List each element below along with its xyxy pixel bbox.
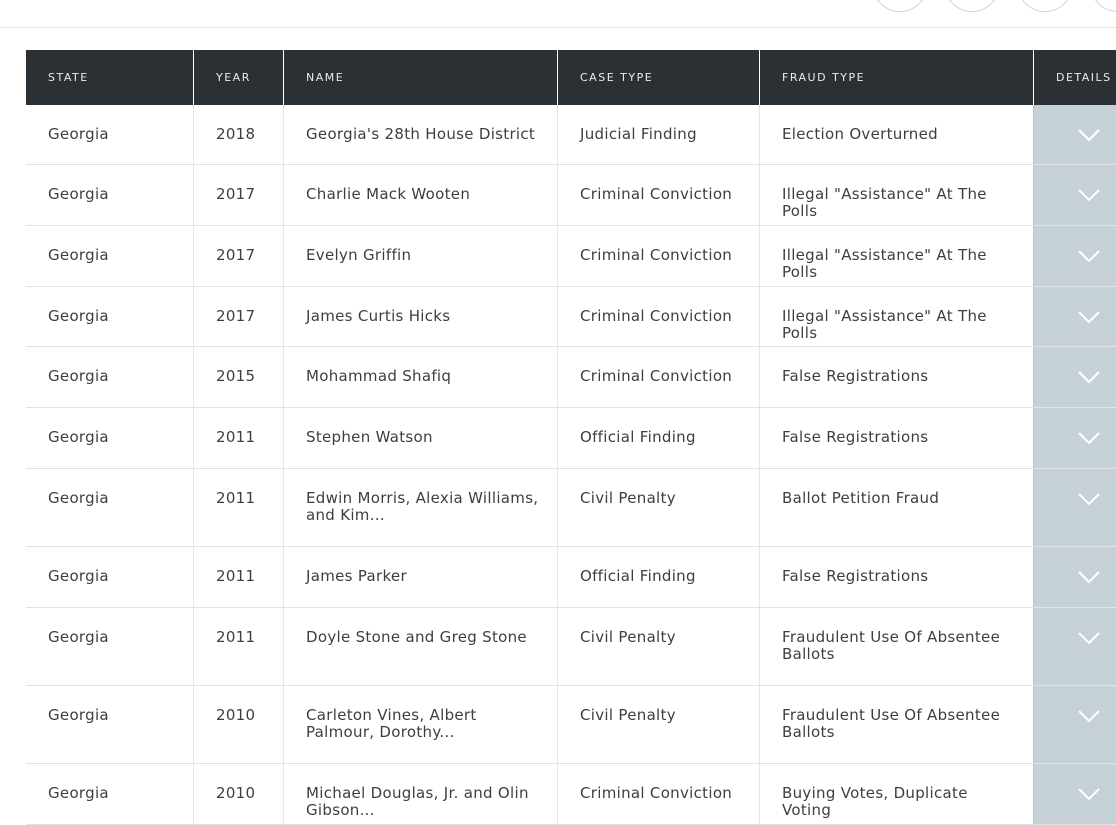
cell-year: 2011 xyxy=(193,608,283,685)
table-row[interactable] xyxy=(26,347,1116,408)
cell-name: Carleton Vines, Albert Palmour, Dorothy... xyxy=(283,686,557,763)
chevron-down-icon[interactable] xyxy=(1078,709,1100,723)
cell-year: 2010 xyxy=(193,686,283,763)
cell-name: Doyle Stone and Greg Stone xyxy=(283,608,557,685)
header-details: DETAILS xyxy=(1033,50,1116,105)
header-fraud-type[interactable]: FRAUD TYPE xyxy=(759,50,1033,105)
cell-state: Georgia xyxy=(48,567,109,585)
details-toggle[interactable] xyxy=(1033,469,1116,546)
cell-fraud-type: Fraudulent Use Of Absentee Ballots xyxy=(759,608,1033,685)
cell-fraud-type: Fraudulent Use Of Absentee Ballots xyxy=(759,686,1033,763)
chevron-down-icon[interactable] xyxy=(1078,631,1100,645)
cell-fraud-type: Ballot Petition Fraud xyxy=(759,469,1033,546)
cell-fraud-type: Buying Votes, Duplicate Voting xyxy=(759,764,1033,824)
details-toggle[interactable] xyxy=(1033,226,1116,286)
cell-year: 2018 xyxy=(193,105,283,164)
cell-state: Georgia xyxy=(48,246,109,264)
chevron-down-icon[interactable] xyxy=(1078,787,1100,801)
cell-case-type: Civil Penalty xyxy=(557,608,759,685)
cell-name: Evelyn Griffin xyxy=(283,226,557,286)
cell-fraud-type: Illegal "Assistance" At The Polls xyxy=(759,226,1033,286)
cell-name: James Parker xyxy=(283,547,557,607)
table-row[interactable] xyxy=(26,686,1116,764)
table-row[interactable] xyxy=(26,764,1116,825)
cell-year: 2017 xyxy=(193,165,283,225)
cell-year: 2011 xyxy=(193,469,283,546)
cell-case-type: Criminal Conviction xyxy=(557,287,759,346)
chevron-down-icon[interactable] xyxy=(1078,128,1100,142)
header-name[interactable]: NAME xyxy=(283,50,557,105)
details-toggle[interactable] xyxy=(1033,287,1116,346)
cell-case-type: Criminal Conviction xyxy=(557,165,759,225)
details-toggle[interactable] xyxy=(1033,608,1116,685)
details-toggle[interactable] xyxy=(1033,347,1116,407)
cell-state: Georgia xyxy=(48,706,109,724)
table-body xyxy=(26,105,1116,825)
chevron-down-icon[interactable] xyxy=(1078,431,1100,445)
cell-year: 2017 xyxy=(193,226,283,286)
cell-state: Georgia xyxy=(48,784,109,802)
table-row[interactable] xyxy=(26,287,1116,347)
table-row[interactable] xyxy=(26,408,1116,469)
cell-name: Edwin Morris, Alexia Williams, and Kim... xyxy=(283,469,557,546)
table-row[interactable] xyxy=(26,547,1116,608)
cell-state: Georgia xyxy=(48,628,109,646)
details-toggle[interactable] xyxy=(1033,764,1116,824)
cell-state: Georgia xyxy=(48,367,109,385)
chevron-down-icon[interactable] xyxy=(1078,249,1100,263)
cell-name: Georgia's 28th House District xyxy=(283,105,557,164)
toolbar-circle-button-3[interactable] xyxy=(1017,0,1073,12)
cell-fraud-type: Illegal "Assistance" At The Polls xyxy=(759,165,1033,225)
header-case-type[interactable]: CASE TYPE xyxy=(557,50,759,105)
cell-name: Charlie Mack Wooten xyxy=(283,165,557,225)
chevron-down-icon[interactable] xyxy=(1078,492,1100,506)
details-toggle[interactable] xyxy=(1033,165,1116,225)
details-toggle[interactable] xyxy=(1033,686,1116,763)
cell-fraud-type: Election Overturned xyxy=(759,105,1033,164)
header-state[interactable]: STATE xyxy=(48,71,89,84)
chevron-down-icon[interactable] xyxy=(1078,188,1100,202)
details-toggle[interactable] xyxy=(1033,408,1116,468)
cell-case-type: Criminal Conviction xyxy=(557,764,759,824)
cell-year: 2011 xyxy=(193,408,283,468)
cell-year: 2015 xyxy=(193,347,283,407)
chevron-down-icon[interactable] xyxy=(1078,370,1100,384)
chevron-down-icon[interactable] xyxy=(1078,570,1100,584)
table-row[interactable] xyxy=(26,608,1116,686)
header-year[interactable]: YEAR xyxy=(193,50,283,105)
toolbar-circle-button-4[interactable] xyxy=(1090,0,1116,12)
details-toggle[interactable] xyxy=(1033,105,1116,164)
cell-state: Georgia xyxy=(48,489,109,507)
cell-case-type: Civil Penalty xyxy=(557,469,759,546)
cell-case-type: Civil Penalty xyxy=(557,686,759,763)
cell-fraud-type: False Registrations xyxy=(759,408,1033,468)
cell-state: Georgia xyxy=(48,428,109,446)
toolbar-circle-button-2[interactable] xyxy=(944,0,1000,12)
cell-case-type: Criminal Conviction xyxy=(557,347,759,407)
table-row[interactable] xyxy=(26,105,1116,165)
cell-year: 2010 xyxy=(193,764,283,824)
table-header xyxy=(26,50,1116,105)
cell-case-type: Official Finding xyxy=(557,408,759,468)
cell-year: 2017 xyxy=(193,287,283,346)
cell-name: Michael Douglas, Jr. and Olin Gibson... xyxy=(283,764,557,824)
cell-fraud-type: Illegal "Assistance" At The Polls xyxy=(759,287,1033,346)
cell-state: Georgia xyxy=(48,125,109,143)
top-bar xyxy=(0,0,1116,28)
cell-state: Georgia xyxy=(48,185,109,203)
toolbar-circle-button-1[interactable] xyxy=(872,0,928,12)
table-row[interactable] xyxy=(26,226,1116,287)
cell-fraud-type: False Registrations xyxy=(759,347,1033,407)
table-row[interactable] xyxy=(26,469,1116,547)
chevron-down-icon[interactable] xyxy=(1078,310,1100,324)
cell-state: Georgia xyxy=(48,307,109,325)
cell-year: 2011 xyxy=(193,547,283,607)
cell-case-type: Official Finding xyxy=(557,547,759,607)
cases-table xyxy=(26,50,1116,825)
table-row[interactable] xyxy=(26,165,1116,226)
cell-name: James Curtis Hicks xyxy=(283,287,557,346)
cell-case-type: Criminal Conviction xyxy=(557,226,759,286)
cell-name: Mohammad Shafiq xyxy=(283,347,557,407)
details-toggle[interactable] xyxy=(1033,547,1116,607)
cell-name: Stephen Watson xyxy=(283,408,557,468)
cell-fraud-type: False Registrations xyxy=(759,547,1033,607)
cell-case-type: Judicial Finding xyxy=(557,105,759,164)
